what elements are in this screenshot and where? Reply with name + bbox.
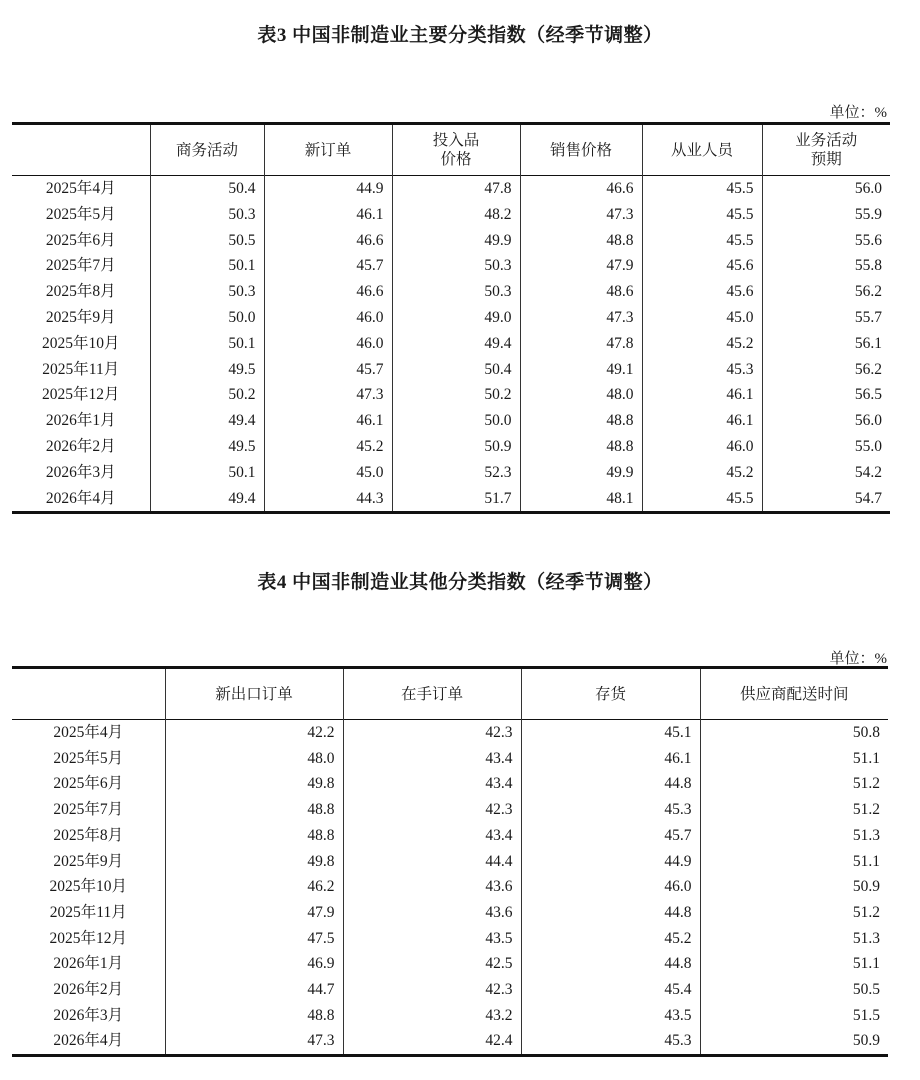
table4-header-backlog-orders: 在手订单 <box>343 668 521 720</box>
table-cell-value: 45.5 <box>642 486 762 513</box>
table-cell-value: 56.5 <box>762 382 890 408</box>
table-cell-value: 50.1 <box>150 331 264 357</box>
table3-unit: 单位：% <box>829 105 887 121</box>
table-cell-value: 44.8 <box>521 951 700 977</box>
table-cell-value: 46.0 <box>521 874 700 900</box>
table-cell-value: 51.1 <box>700 951 888 977</box>
table-cell-value: 56.1 <box>762 331 890 357</box>
table-cell-value: 44.7 <box>165 977 343 1003</box>
table-cell-value: 42.5 <box>343 951 521 977</box>
table-cell-value: 47.8 <box>520 331 642 357</box>
table-cell-value: 45.3 <box>521 797 700 823</box>
table-cell-value: 51.1 <box>700 746 888 772</box>
table-cell-value: 50.1 <box>150 253 264 279</box>
table-cell-value: 50.5 <box>150 228 264 254</box>
table-cell-value: 49.0 <box>392 305 520 331</box>
table-cell-value: 48.8 <box>520 228 642 254</box>
row-month-label: 2026年2月 <box>45 437 116 455</box>
table-cell-value: 42.2 <box>165 720 343 746</box>
table-cell-value: 46.2 <box>165 874 343 900</box>
table-cell-value: 45.2 <box>264 434 392 460</box>
table-row <box>12 1003 888 1029</box>
row-month-label: 2025年4月 <box>53 724 124 741</box>
table-row <box>12 228 890 254</box>
table-cell-value: 50.9 <box>700 874 888 900</box>
table-cell-value: 43.6 <box>343 900 521 926</box>
table-cell-value: 56.2 <box>762 357 890 383</box>
table-row <box>12 253 890 279</box>
table-cell-value: 56.0 <box>762 176 890 202</box>
table3-header-sales-prices: 销售价格 <box>520 124 642 176</box>
table-row <box>12 797 888 823</box>
table-row <box>12 202 890 228</box>
table-cell-value: 50.2 <box>150 382 264 408</box>
row-month-label: 2026年4月 <box>53 1032 124 1050</box>
table-cell-value: 50.0 <box>392 408 520 434</box>
table-cell-value: 43.4 <box>343 746 521 772</box>
table-cell-value: 55.0 <box>762 434 890 460</box>
table3-header-input-prices: 投入品 价格 <box>392 124 520 176</box>
row-month-label: 2026年3月 <box>53 1006 124 1024</box>
table-cell-value: 46.0 <box>264 331 392 357</box>
table-cell-value: 49.4 <box>150 408 264 434</box>
table-cell-value: 51.3 <box>700 823 888 849</box>
table-cell-value: 50.4 <box>150 176 264 202</box>
table-row <box>12 771 888 797</box>
table-cell-value: 44.9 <box>521 849 700 875</box>
row-month-label: 2025年8月 <box>45 283 116 301</box>
table-row <box>12 926 888 952</box>
row-month-label: 2025年6月 <box>53 775 124 793</box>
table-cell-value: 45.1 <box>521 720 700 746</box>
table4-header-supplier-delivery-time: 供应商配送时间 <box>700 668 888 720</box>
table-cell-value: 50.1 <box>150 460 264 486</box>
table-cell-value: 48.0 <box>520 382 642 408</box>
table4-header-month <box>12 668 165 720</box>
table-cell-value: 56.0 <box>762 408 890 434</box>
table-cell-value: 51.5 <box>700 1003 888 1029</box>
table4-body <box>12 720 888 1056</box>
table-cell-value: 47.9 <box>165 900 343 926</box>
table-cell-value: 49.5 <box>150 357 264 383</box>
table-cell-value: 45.6 <box>642 279 762 305</box>
row-month-label: 2025年11月 <box>42 360 120 378</box>
table-cell-value: 45.2 <box>642 460 762 486</box>
table3-header-row <box>12 124 890 176</box>
table-row <box>12 874 888 900</box>
table-cell-value: 49.9 <box>520 460 642 486</box>
table-row <box>12 357 890 383</box>
table-cell-value: 54.2 <box>762 460 890 486</box>
row-month-label: 2025年10月 <box>49 878 127 896</box>
table-cell-value: 48.8 <box>165 797 343 823</box>
table-cell-value: 45.2 <box>521 926 700 952</box>
table3 <box>12 122 890 514</box>
row-month-label: 2025年7月 <box>45 257 116 275</box>
table-row <box>12 849 888 875</box>
table-cell-value: 45.5 <box>642 202 762 228</box>
table-cell-value: 50.8 <box>700 720 888 746</box>
row-month-label: 2025年6月 <box>45 231 116 249</box>
table-cell-value: 51.2 <box>700 771 888 797</box>
row-month-label: 2025年5月 <box>53 749 124 767</box>
table-row <box>12 460 890 486</box>
table-cell-value: 55.9 <box>762 202 890 228</box>
row-month-label: 2025年9月 <box>45 308 116 326</box>
row-month-label: 2025年11月 <box>49 903 127 921</box>
table-cell-value: 47.3 <box>520 202 642 228</box>
table-cell-value: 45.0 <box>642 305 762 331</box>
table-cell-value: 46.6 <box>520 176 642 202</box>
row-month-label: 2026年2月 <box>53 981 124 999</box>
table-cell-value: 46.1 <box>521 746 700 772</box>
table4-unit: 单位：% <box>829 651 887 667</box>
table-cell-value: 50.5 <box>700 977 888 1003</box>
table-cell-value: 44.8 <box>521 771 700 797</box>
table-cell-value: 55.7 <box>762 305 890 331</box>
table-cell-value: 51.2 <box>700 900 888 926</box>
table-cell-value: 43.4 <box>343 823 521 849</box>
table-cell-value: 46.1 <box>642 408 762 434</box>
row-month-label: 2026年3月 <box>45 463 116 481</box>
table-row <box>12 977 888 1003</box>
table-cell-value: 43.5 <box>343 926 521 952</box>
table4-header-row <box>12 668 888 720</box>
table-cell-value: 55.8 <box>762 253 890 279</box>
table-row <box>12 331 890 357</box>
table-cell-value: 45.5 <box>642 228 762 254</box>
table-cell-value: 50.3 <box>150 279 264 305</box>
table-cell-value: 51.7 <box>392 486 520 513</box>
table-cell-value: 48.8 <box>520 408 642 434</box>
table-cell-value: 50.0 <box>150 305 264 331</box>
table-cell-value: 55.6 <box>762 228 890 254</box>
table-row <box>12 720 888 746</box>
table-cell-value: 45.5 <box>642 176 762 202</box>
row-month-label: 2025年5月 <box>45 205 116 223</box>
table3-header-new-orders: 新订单 <box>264 124 392 176</box>
table-row <box>12 746 888 772</box>
row-month-label: 2025年10月 <box>41 334 120 352</box>
table-cell-value: 46.9 <box>165 951 343 977</box>
table-cell-value: 49.8 <box>165 849 343 875</box>
table-cell-value: 46.0 <box>642 434 762 460</box>
table-cell-value: 43.6 <box>343 874 521 900</box>
table-cell-value: 46.0 <box>264 305 392 331</box>
table-cell-value: 45.4 <box>521 977 700 1003</box>
table-cell-value: 45.0 <box>264 460 392 486</box>
row-month-label: 2025年9月 <box>53 852 124 870</box>
table-cell-value: 48.2 <box>392 202 520 228</box>
table4-header-inventory: 存货 <box>521 668 700 720</box>
table-cell-value: 48.1 <box>520 486 642 513</box>
table-cell-value: 44.8 <box>521 900 700 926</box>
table-cell-value: 44.4 <box>343 849 521 875</box>
table-cell-value: 47.9 <box>520 253 642 279</box>
table-cell-value: 47.3 <box>520 305 642 331</box>
table-cell-value: 46.6 <box>264 228 392 254</box>
table-cell-value: 49.9 <box>392 228 520 254</box>
table-cell-value: 56.2 <box>762 279 890 305</box>
table-cell-value: 46.1 <box>264 408 392 434</box>
table-cell-value: 46.1 <box>264 202 392 228</box>
table3-header-employment: 从业人员 <box>642 124 762 176</box>
table-cell-value: 50.9 <box>700 1028 888 1055</box>
table-cell-value: 50.4 <box>392 357 520 383</box>
table-cell-value: 50.3 <box>392 279 520 305</box>
table-cell-value: 43.2 <box>343 1003 521 1029</box>
table-cell-value: 43.4 <box>343 771 521 797</box>
table-row <box>12 176 890 202</box>
table-cell-value: 50.3 <box>150 202 264 228</box>
table-cell-value: 48.8 <box>520 434 642 460</box>
table-cell-value: 42.3 <box>343 797 521 823</box>
row-month-label: 2026年1月 <box>45 412 116 430</box>
table-cell-value: 42.3 <box>343 720 521 746</box>
table-row <box>12 900 888 926</box>
table-cell-value: 45.2 <box>642 331 762 357</box>
table-cell-value: 54.7 <box>762 486 890 513</box>
table-cell-value: 45.7 <box>264 357 392 383</box>
table-cell-value: 49.8 <box>165 771 343 797</box>
table-cell-value: 52.3 <box>392 460 520 486</box>
table-cell-value: 46.6 <box>264 279 392 305</box>
table-cell-value: 45.7 <box>521 823 700 849</box>
table3-body <box>12 176 890 513</box>
table-cell-value: 51.2 <box>700 797 888 823</box>
row-month-label: 2026年4月 <box>45 489 116 507</box>
table-cell-value: 44.9 <box>264 176 392 202</box>
row-month-label: 2025年12月 <box>41 386 120 404</box>
table4-title: 表4 中国非制造业其他分类指数（经季节调整） <box>257 572 663 593</box>
table-cell-value: 50.2 <box>392 382 520 408</box>
table-cell-value: 42.4 <box>343 1028 521 1055</box>
table-cell-value: 48.0 <box>165 746 343 772</box>
table-row <box>12 486 890 513</box>
table-row <box>12 823 888 849</box>
table-cell-value: 42.3 <box>343 977 521 1003</box>
table-cell-value: 46.1 <box>642 382 762 408</box>
table-cell-value: 51.3 <box>700 926 888 952</box>
table-cell-value: 47.8 <box>392 176 520 202</box>
table-row <box>12 305 890 331</box>
table-row <box>12 951 888 977</box>
table-cell-value: 51.1 <box>700 849 888 875</box>
table4-header-new-export-orders: 新出口订单 <box>165 668 343 720</box>
table-row <box>12 408 890 434</box>
table-row <box>12 279 890 305</box>
table3-header-month <box>12 124 150 176</box>
table-cell-value: 49.4 <box>150 486 264 513</box>
table-cell-value: 49.5 <box>150 434 264 460</box>
table3-header-business-expectations: 业务活动 预期 <box>762 124 890 176</box>
table3-header-business-activity: 商务活动 <box>150 124 264 176</box>
row-month-label: 2025年12月 <box>49 929 127 947</box>
table4 <box>12 666 888 1057</box>
row-month-label: 2025年7月 <box>53 801 124 819</box>
table-cell-value: 48.6 <box>520 279 642 305</box>
table-cell-value: 48.8 <box>165 1003 343 1029</box>
table-cell-value: 43.5 <box>521 1003 700 1029</box>
table-cell-value: 47.5 <box>165 926 343 952</box>
table-cell-value: 47.3 <box>165 1028 343 1055</box>
table-cell-value: 45.3 <box>521 1028 700 1055</box>
table-cell-value: 48.8 <box>165 823 343 849</box>
row-month-label: 2025年4月 <box>45 180 116 197</box>
table-row <box>12 382 890 408</box>
table-cell-value: 45.3 <box>642 357 762 383</box>
table-cell-value: 49.1 <box>520 357 642 383</box>
table-cell-value: 44.3 <box>264 486 392 513</box>
table-cell-value: 50.3 <box>392 253 520 279</box>
table-cell-value: 45.6 <box>642 253 762 279</box>
table-cell-value: 45.7 <box>264 253 392 279</box>
table-cell-value: 47.3 <box>264 382 392 408</box>
table-row <box>12 434 890 460</box>
row-month-label: 2026年1月 <box>53 955 124 973</box>
row-month-label: 2025年8月 <box>53 826 124 844</box>
table-row <box>12 1028 888 1055</box>
table-cell-value: 49.4 <box>392 331 520 357</box>
table3-title: 表3 中国非制造业主要分类指数（经季节调整） <box>257 25 663 46</box>
table-cell-value: 50.9 <box>392 434 520 460</box>
